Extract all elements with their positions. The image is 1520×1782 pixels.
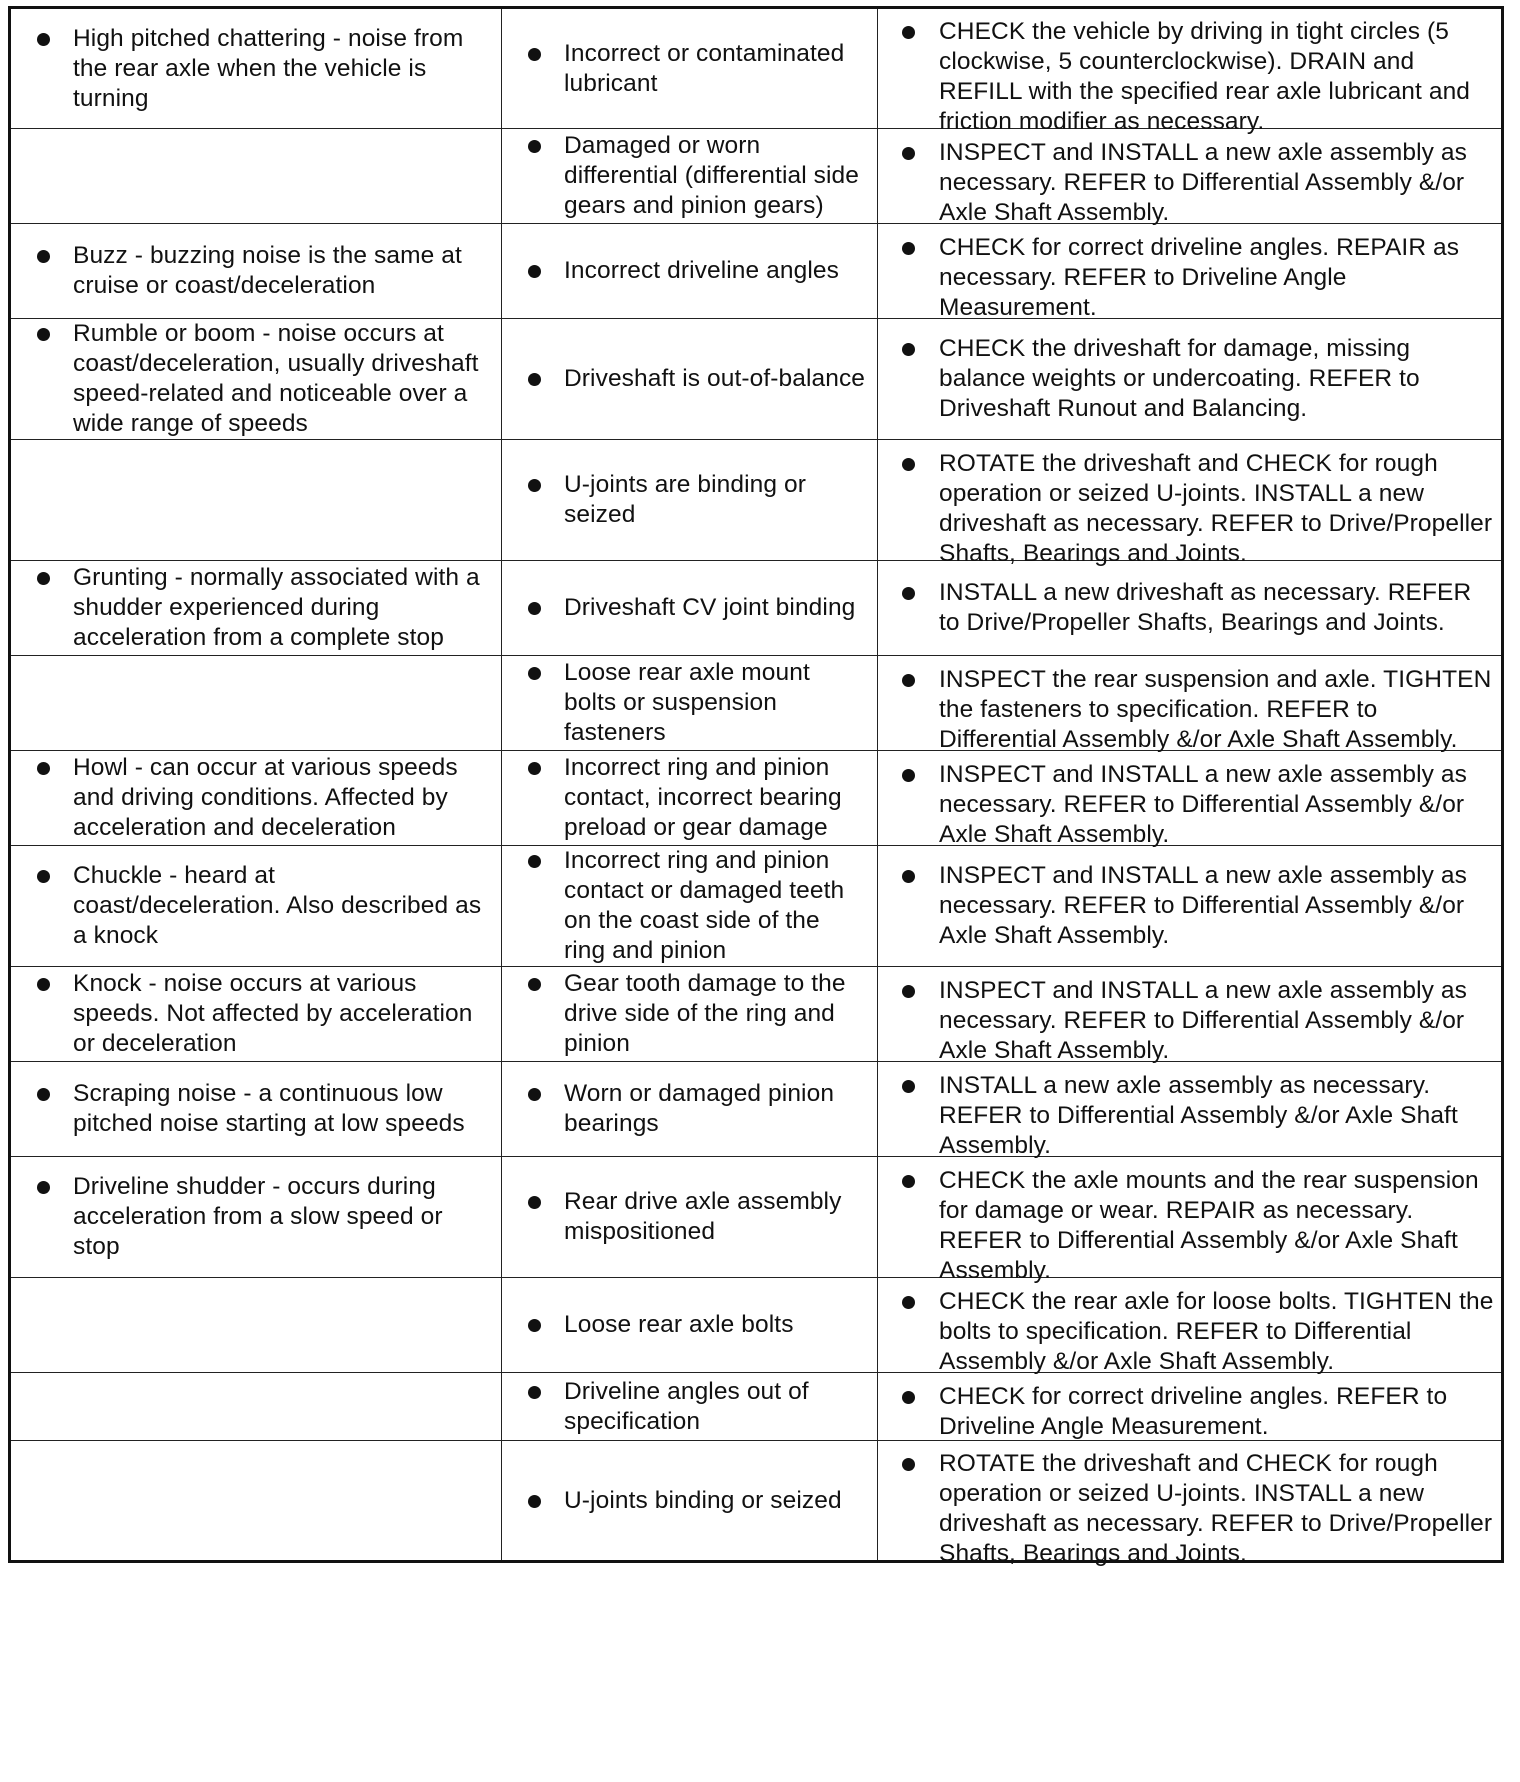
bullet-item bbox=[878, 976, 1501, 1066]
bullet-icon bbox=[37, 328, 50, 341]
cause-cell bbox=[502, 967, 878, 1062]
bullet-item bbox=[878, 449, 1501, 569]
condition-cell bbox=[10, 224, 502, 319]
cause-cell bbox=[502, 8, 878, 129]
bullet-item bbox=[11, 24, 501, 114]
condition-cell bbox=[10, 1441, 502, 1562]
bullet-item bbox=[502, 470, 877, 530]
action-text: CHECK for correct driveline angles. REPAIR as necessary. REFER to Driveline Angle Measurement. bbox=[939, 233, 1460, 321]
bullet-icon bbox=[902, 26, 915, 39]
bullet-icon bbox=[902, 1458, 915, 1471]
action-cell bbox=[878, 751, 1503, 846]
bullet-icon bbox=[528, 373, 541, 386]
cause-text: U-joints are binding or seized bbox=[564, 471, 806, 528]
bullet-item bbox=[878, 233, 1501, 323]
table-row bbox=[10, 319, 1503, 440]
bullet-icon bbox=[528, 1088, 541, 1101]
bullet-item bbox=[502, 364, 875, 394]
bullet-icon bbox=[902, 1080, 915, 1093]
cause-text: Driveshaft CV joint binding bbox=[564, 594, 856, 621]
bullet-icon bbox=[902, 458, 915, 471]
action-text: INSTALL a new driveshaft as necessary. REFER to Drive/Propeller Shafts, Bearings and Joints. bbox=[939, 579, 1472, 636]
bullet-icon bbox=[528, 855, 541, 868]
action-cell bbox=[878, 561, 1503, 656]
bullet-item bbox=[878, 665, 1501, 755]
condition-cell bbox=[10, 1278, 502, 1373]
table-row bbox=[10, 129, 1503, 224]
bullet-item bbox=[11, 319, 501, 439]
condition-cell bbox=[10, 440, 502, 561]
bullet-item bbox=[502, 593, 865, 623]
bullet-icon bbox=[902, 870, 915, 883]
action-text: CHECK for correct driveline angles. REFER to Driveline Angle Measurement. bbox=[939, 1382, 1448, 1440]
action-text: CHECK the rear axle for loose bolts. TIGHTEN the bolts to specification. REFER to Differential Assembly &/or Axle Shaft Assembly. bbox=[939, 1287, 1494, 1375]
cause-cell bbox=[502, 561, 878, 656]
action-text: ROTATE the driveshaft and CHECK for rough operation or seized U-joints. INSTALL a new driveshaft as necessary. REFER to Drive/Propeller Shafts, Bearings and Joints. bbox=[939, 1450, 1493, 1567]
bullet-item bbox=[11, 1172, 501, 1262]
bullet-icon bbox=[528, 978, 541, 991]
condition-cell bbox=[10, 656, 502, 751]
bullet-item bbox=[878, 1071, 1501, 1161]
condition-cell bbox=[10, 8, 502, 129]
bullet-item bbox=[502, 1377, 877, 1437]
condition-text: Driveline shudder - occurs during acceleration from a slow speed or stop bbox=[73, 1173, 443, 1260]
bullet-icon bbox=[902, 985, 915, 998]
bullet-icon bbox=[902, 769, 915, 782]
action-text: INSPECT and INSTALL a new axle assembly as necessary. REFER to Differential Assembly &/or Axle Shaft Assembly. bbox=[939, 862, 1468, 949]
bullet-item bbox=[878, 578, 1501, 638]
table-row bbox=[10, 1157, 1503, 1278]
bullet-item bbox=[502, 39, 877, 99]
bullet-icon bbox=[528, 265, 541, 278]
condition-text: Chuckle - heard at coast/deceleration. Also described as a knock bbox=[73, 862, 482, 949]
bullet-icon bbox=[528, 140, 541, 153]
table-row bbox=[10, 751, 1503, 846]
bullet-icon bbox=[37, 870, 50, 883]
bullet-item bbox=[11, 753, 501, 843]
bullet-icon bbox=[37, 978, 50, 991]
bullet-icon bbox=[902, 242, 915, 255]
table-row bbox=[10, 967, 1503, 1062]
action-cell bbox=[878, 1441, 1503, 1567]
action-text: CHECK the vehicle by driving in tight circles (5 clockwise, 5 counterclockwise). DRAIN and REFILL with the specified rear axle lubricant and friction modifier as necessary. bbox=[939, 18, 1471, 135]
bullet-icon bbox=[528, 762, 541, 775]
action-cell bbox=[878, 846, 1503, 967]
condition-text: Grunting - normally associated with a shudder experienced during acceleration from a complete stop bbox=[73, 564, 480, 651]
cause-cell bbox=[502, 319, 878, 440]
cause-cell bbox=[502, 224, 878, 319]
action-cell bbox=[878, 967, 1503, 1062]
bullet-icon bbox=[528, 1319, 541, 1332]
cause-text: Incorrect ring and pinion contact, incorrect bearing preload or gear damage bbox=[564, 754, 842, 841]
diagnosis-table-body bbox=[10, 8, 1503, 1567]
cause-text: Incorrect ring and pinion contact or damaged teeth on the coast side of the ring and pinion bbox=[564, 847, 845, 964]
action-cell bbox=[878, 1157, 1503, 1284]
condition-cell bbox=[10, 1157, 502, 1278]
bullet-item bbox=[502, 256, 849, 286]
cause-cell bbox=[502, 1373, 878, 1441]
bullet-icon bbox=[902, 674, 915, 687]
bullet-item bbox=[878, 138, 1501, 228]
bullet-icon bbox=[528, 1386, 541, 1399]
bullet-item bbox=[878, 1449, 1501, 1569]
action-cell bbox=[878, 1062, 1503, 1157]
action-text: ROTATE the driveshaft and CHECK for rough operation or seized U-joints. INSTALL a new driveshaft as necessary. REFER to Drive/Propeller Shafts, Bearings and Joints. bbox=[939, 449, 1493, 567]
cause-text: Driveline angles out of specification bbox=[564, 1377, 809, 1435]
bullet-item bbox=[878, 17, 1501, 137]
bullet-icon bbox=[37, 33, 50, 46]
condition-text: High pitched chattering - noise from the rear axle when the vehicle is turning bbox=[73, 24, 464, 112]
cause-cell bbox=[502, 846, 878, 967]
action-cell bbox=[878, 1373, 1503, 1441]
bullet-item bbox=[502, 1310, 804, 1340]
cause-text: Incorrect driveline angles bbox=[564, 257, 839, 284]
cause-cell bbox=[502, 1278, 878, 1373]
condition-cell bbox=[10, 561, 502, 656]
bullet-item bbox=[878, 1166, 1501, 1286]
cause-cell bbox=[502, 1157, 878, 1278]
bullet-item bbox=[878, 861, 1501, 951]
bullet-icon bbox=[528, 602, 541, 615]
action-text: INSPECT and INSTALL a new axle assembly as necessary. REFER to Differential Assembly &/or Axle Shaft Assembly. bbox=[939, 976, 1468, 1064]
bullet-item bbox=[502, 131, 877, 221]
bullet-item bbox=[878, 760, 1501, 850]
bullet-icon bbox=[528, 667, 541, 680]
bullet-item bbox=[878, 1287, 1501, 1377]
bullet-icon bbox=[902, 587, 915, 600]
cause-cell bbox=[502, 656, 878, 751]
table-row bbox=[10, 1062, 1503, 1157]
condition-cell bbox=[10, 1373, 502, 1441]
condition-cell bbox=[10, 129, 502, 224]
cause-text: Damaged or worn differential (differential side gears and pinion gears) bbox=[564, 132, 860, 219]
bullet-icon bbox=[902, 1391, 915, 1404]
cause-text: U-joints binding or seized bbox=[564, 1486, 842, 1514]
bullet-icon bbox=[902, 147, 915, 160]
action-text: INSPECT and INSTALL a new axle assembly as necessary. REFER to Differential Assembly &/or Axle Shaft Assembly. bbox=[939, 138, 1468, 226]
condition-text: Buzz - buzzing noise is the same at cruise or coast/deceleration bbox=[73, 242, 462, 299]
action-text: INSTALL a new axle assembly as necessary. REFER to Differential Assembly &/or Axle Shaft Assembly. bbox=[939, 1071, 1458, 1159]
table-row bbox=[10, 440, 1503, 561]
condition-cell bbox=[10, 846, 502, 967]
bullet-item bbox=[502, 658, 877, 748]
action-text: CHECK the axle mounts and the rear suspension for damage or wear. REPAIR as necessary. REFER to Differential Assembly &/or Axle Shaft Assembly. bbox=[939, 1166, 1479, 1284]
cause-cell bbox=[502, 1062, 878, 1157]
condition-cell bbox=[10, 751, 502, 846]
cause-cell bbox=[502, 129, 878, 224]
action-cell bbox=[878, 8, 1503, 135]
bullet-item bbox=[11, 969, 501, 1059]
table-row bbox=[10, 224, 1503, 319]
condition-cell bbox=[10, 1062, 502, 1157]
action-cell bbox=[878, 440, 1503, 567]
bullet-icon bbox=[902, 343, 915, 356]
bullet-item bbox=[878, 1382, 1501, 1442]
cause-cell bbox=[502, 440, 878, 561]
bullet-item bbox=[11, 1079, 501, 1139]
cause-text: Loose rear axle bolts bbox=[564, 1311, 794, 1338]
bullet-icon bbox=[37, 1181, 50, 1194]
condition-text: Scraping noise - a continuous low pitched noise starting at low speeds bbox=[73, 1080, 465, 1137]
bullet-icon bbox=[37, 1088, 50, 1101]
action-cell bbox=[878, 224, 1503, 319]
condition-cell bbox=[10, 319, 502, 440]
bullet-icon bbox=[528, 1196, 541, 1209]
diagnosis-table bbox=[8, 6, 1504, 1567]
bullet-item bbox=[502, 753, 877, 843]
bullet-icon bbox=[37, 572, 50, 585]
cause-text: Incorrect or contaminated lubricant bbox=[564, 39, 845, 97]
cause-text: Gear tooth damage to the drive side of the ring and pinion bbox=[564, 970, 846, 1057]
action-cell bbox=[878, 1278, 1503, 1373]
cause-text: Worn or damaged pinion bearings bbox=[564, 1080, 835, 1137]
bullet-icon bbox=[37, 762, 50, 775]
bullet-icon bbox=[528, 48, 541, 61]
bullet-item bbox=[878, 334, 1501, 424]
bullet-icon bbox=[528, 479, 541, 492]
table-row bbox=[10, 8, 1503, 129]
cause-text: Rear drive axle assembly mispositioned bbox=[564, 1188, 842, 1245]
bullet-item bbox=[11, 241, 501, 301]
condition-text: Knock - noise occurs at various speeds. Not affected by acceleration or deceleration bbox=[73, 970, 473, 1057]
table-row bbox=[10, 561, 1503, 656]
action-cell bbox=[878, 129, 1503, 224]
bullet-icon bbox=[902, 1175, 915, 1188]
table-row bbox=[10, 656, 1503, 751]
cause-text: Driveshaft is out-of-balance bbox=[564, 365, 866, 392]
cause-text: Loose rear axle mount bolts or suspension fasteners bbox=[564, 659, 810, 746]
bullet-item bbox=[502, 1187, 877, 1247]
table-row bbox=[10, 1373, 1503, 1441]
cause-cell bbox=[502, 1441, 878, 1562]
condition-cell bbox=[10, 967, 502, 1062]
bullet-item bbox=[502, 846, 877, 966]
table-row bbox=[10, 1441, 1503, 1562]
action-text: INSPECT the rear suspension and axle. TIGHTEN the fasteners to specification. REFER to Differential Assembly &/or Axle Shaft Assembly. bbox=[939, 665, 1492, 753]
table-row bbox=[10, 846, 1503, 967]
condition-text: Rumble or boom - noise occurs at coast/deceleration, usually driveshaft speed-related and noticeable over a wide range of speeds bbox=[73, 320, 479, 437]
table-row bbox=[10, 1278, 1503, 1373]
bullet-item bbox=[502, 969, 877, 1059]
cause-cell bbox=[502, 751, 878, 846]
bullet-icon bbox=[37, 250, 50, 263]
action-text: INSPECT and INSTALL a new axle assembly as necessary. REFER to Differential Assembly &/or Axle Shaft Assembly. bbox=[939, 760, 1468, 848]
bullet-item bbox=[11, 563, 501, 653]
condition-text: Howl - can occur at various speeds and driving conditions. Affected by acceleration and deceleration bbox=[73, 754, 458, 841]
bullet-item bbox=[502, 1079, 877, 1139]
bullet-item bbox=[502, 1486, 852, 1516]
bullet-icon bbox=[528, 1495, 541, 1508]
bullet-item bbox=[11, 861, 501, 951]
action-text: CHECK the driveshaft for damage, missing balance weights or undercoating. REFER to Driveshaft Runout and Balancing. bbox=[939, 335, 1420, 422]
action-cell bbox=[878, 656, 1503, 751]
action-cell bbox=[878, 319, 1503, 440]
bullet-icon bbox=[902, 1296, 915, 1309]
